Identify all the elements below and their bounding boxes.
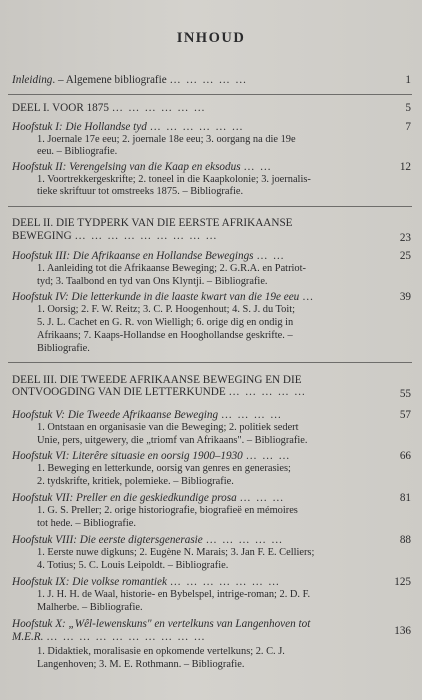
chapter-entry [12,534,402,546]
chapter-summary: 5. J. L. Cachet en G. R. von Wielligh; 6. orige dig en ondig in [37,317,294,328]
chapter-entry [12,291,402,303]
chapter-summary: Bibliografie. [37,343,90,354]
page-number: 23 [399,232,411,244]
chapter-summary: 1. Aanleiding tot die Afrikaanse Beweging; 2. G.R.A. en Patriot- [37,263,306,274]
chapter-summary: 1. Didaktiek, moralisasie en opkomende vertelkuns; 2. C. J. [37,646,285,657]
leader-dots: … … [243,161,273,173]
leader-dots: … … … … … … … [169,576,281,588]
chapter-summary: 1. G. S. Preller; 2. orige historiografie, biografieë en mémoires [37,505,298,516]
page-number: 55 [399,388,411,400]
chapter-summary: Malherbe. – Bibliografie. [37,602,143,613]
page-number: 12 [399,161,411,173]
page-number: 39 [399,291,411,303]
chapter-title: Hoofstuk V: Die Tweede Afrikaanse Beweging [12,409,219,421]
chapter-title: Hoofstuk VII: Preller en die geskiedkundige prosa [12,492,237,504]
intro-text: . – Algemene bibliografie [52,74,167,86]
divider [8,362,412,363]
chapter-summary: Afrikaans; 7. Kaaps-Hollandse en Hooghollandse geskrifte. – [37,330,293,341]
part-heading: DEEL III. DIE TWEEDE AFRIKAANSE BEWEGING EN DIE [12,374,302,386]
leader-dots: … … … … … [169,74,248,86]
page-number: 136 [394,625,411,637]
chapter-entry [12,121,402,133]
leader-dots: … … … … … … … … … [74,230,218,242]
chapter-summary: Langenhoven; 3. M. E. Rothmann. – Bibliografie. [37,659,245,670]
intro-title: Inleiding [12,74,53,86]
chapter-entry [12,492,402,504]
chapter-title: Hoofstuk II: Verengelsing van die Kaap en eksodus [12,161,241,173]
page-number: 7 [405,121,411,133]
chapter-summary: 1. Oorsig; 2. F. W. Reitz; 3. C. P. Hoogenhout; 4. S. J. du Toit; [37,304,296,315]
intro-entry [12,74,402,86]
part-heading [12,386,402,398]
leader-dots: … [302,291,315,303]
chapter-summary: eeu. – Bibliografie. [37,146,118,157]
chapter-summary: tyd; 3. Taalbond en tyd van Ons Klyntji. – Bibliografie. [37,276,268,287]
chapter-summary: Unie, pers, uitgewery, die „triomf van Afrikaans". – Bibliografie. [37,435,308,446]
divider [8,206,412,207]
chapter-summary: 1. Beweging en letterkunde, oorsig van genres en generasies; [37,463,291,474]
chapter-title: Hoofstuk I: Die Hollandse tyd [12,121,147,133]
chapter-entry [12,250,402,262]
part-heading: DEEL II. DIE TYDPERK VAN DIE EERSTE AFRIKAANSE [12,217,293,229]
page-number: 125 [394,576,411,588]
leader-dots: … … … … … … [149,121,244,133]
chapter-title: Hoofstuk VIII: Die eerste digtersgenerasie [12,534,203,546]
chapter-entry [12,161,402,173]
page-number: 88 [399,534,411,546]
leader-dots: … … … [239,492,285,504]
leader-dots: … … … … [220,409,283,421]
divider [8,94,412,95]
chapter-title: Hoofstuk IV: Die letterkunde in die laaste kwart van die 19e eeu [12,291,300,303]
chapter-summary: 1. Ontstaan en organisasie van die Beweging; 2. politiek sedert [37,422,299,433]
chapter-summary: 1. Voortrekkergeskrifte; 2. toneel in die Kaapkolonie; 3. joernalis- [37,174,311,185]
part-title: ONTVOOGDING VAN DIE LETTERKUNDE [12,386,226,398]
part-title: DEEL I. VOOR 1875 [12,102,109,114]
chapter-summary: 1. Joernale 17e eeu; 2. joernale 18e eeu; 3. oorgang na die 19e [37,134,296,145]
part-heading [12,230,402,242]
chapter-summary: 1. Eerste nuwe digkuns; 2. Eugène N. Marais; 3. Jan F. E. Celliers; [37,547,315,558]
chapter-title: Hoofstuk X: „Wêl-lewenskuns" en vertelkuns van Langenhoven tot [12,618,311,630]
part-title: BEWEGING [12,230,72,242]
chapter-title: Hoofstuk IX: Die volkse romantiek [12,576,167,588]
chapter-summary: tot hede. – Bibliografie. [37,518,136,529]
leader-dots: … … [256,250,286,262]
page-number: 81 [399,492,411,504]
page-number: 66 [399,450,411,462]
chapter-entry [12,631,402,643]
leader-dots: … … … … … [228,386,307,398]
page-number: 1 [405,74,411,86]
chapter-title: M.E.R. [12,631,44,643]
chapter-title: Hoofstuk III: Die Afrikaanse en Hollandse Bewegings [12,250,254,262]
page-number: 5 [405,102,411,114]
chapter-summary: 2. tydskrifte, kritiek, polemieke. – Bibliografie. [37,476,234,487]
leader-dots: … … … [245,450,291,462]
leader-dots: … … … … … [205,534,284,546]
page-title: INHOUD [176,30,246,46]
chapter-summary: 1. J. H. H. de Waal, historie- en Bybelspel, intrige-roman; 2. D. F. [37,589,311,600]
part-heading [12,102,402,114]
chapter-title: Hoofstuk VI: Literêre situasie en oorsig 1900–1930 [12,450,243,462]
chapter-entry [12,576,402,588]
page-number: 25 [399,250,411,262]
page-number: 57 [399,409,411,421]
chapter-entry [12,618,402,630]
leader-dots: … … … … … … [111,102,207,114]
chapter-summary: 4. Totius; 5. C. Louis Leipoldt. – Bibliografie. [37,560,229,571]
chapter-entry [12,450,402,462]
chapter-entry [12,409,402,421]
chapter-summary: tieke skriftuur tot omstreeks 1875. – Bibliografie. [37,186,244,197]
leader-dots: … … … … … … … … … … [46,631,207,643]
